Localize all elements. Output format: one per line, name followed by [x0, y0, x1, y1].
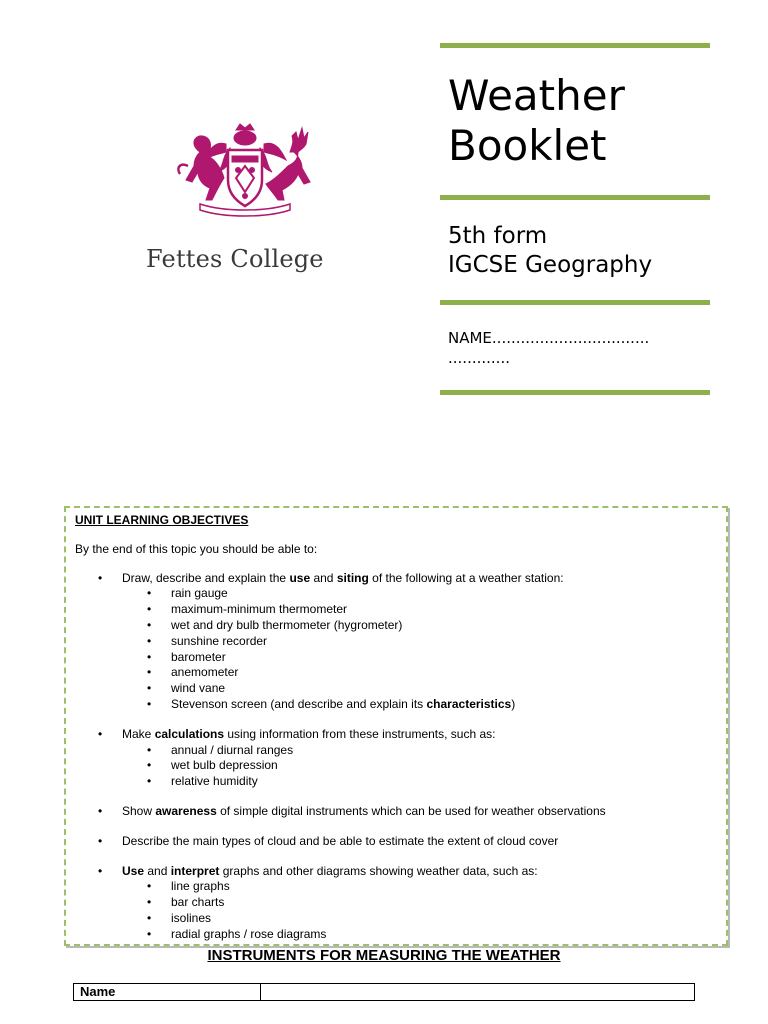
instruments-heading: INSTRUMENTS FOR MEASURING THE WEATHER — [207, 947, 561, 964]
name-table-label: Name — [74, 984, 261, 1000]
divider-rule-4 — [440, 390, 710, 395]
objective-item: • Describe the main types of cloud and be able to estimate the extent of cloud cover — [75, 834, 718, 850]
title-line-2: Booklet — [448, 121, 607, 170]
sub-list-item: • annual / diurnal ranges — [122, 743, 718, 759]
form-label: 5th form — [448, 223, 548, 249]
college-logo — [146, 122, 342, 282]
objective-item: • Show awareness of simple digital instruments which can be used for weather observations — [75, 804, 718, 820]
sub-list-item: • barometer — [122, 650, 718, 666]
college-crest-icon — [164, 122, 326, 222]
sub-list-item: • anemometer — [122, 665, 718, 681]
sub-list-item: • wind vane — [122, 681, 718, 697]
sub-list-item: • sunshine recorder — [122, 634, 718, 650]
sub-list-item: • rain gauge — [122, 586, 718, 602]
learning-objectives-box — [64, 506, 728, 946]
sub-list-item: • radial graphs / rose diagrams — [122, 927, 718, 943]
title-line-1: Weather — [448, 71, 625, 120]
objectives-heading: UNIT LEARNING OBJECTIVES — [75, 513, 249, 527]
name-table — [73, 983, 695, 1001]
course-label: IGCSE Geography — [448, 252, 653, 278]
sub-list-item: • wet bulb depression — [122, 758, 718, 774]
sub-list-item: • maximum-minimum thermometer — [122, 602, 718, 618]
divider-rule-2 — [440, 195, 710, 200]
divider-rule-1 — [440, 43, 710, 48]
name-table-value-cell[interactable] — [261, 984, 694, 1000]
objective-item: • Use and interpret graphs and other diagrams showing weather data, such as: • line graphs • bar charts • isolines • radial graphs / rose diagrams — [75, 864, 718, 943]
objective-item: • Draw, describe and explain the use and siting of the following at a weather station: • rain gauge • maximum-minimum thermometer • wet and dry bulb thermometer (hygrometer) • sunshine recorder • barometer • anemometer • wind vane • Stevenson screen (and describe and explain its characteristics) — [75, 571, 718, 713]
objective-item: • Make calculations using information from these instruments, such as: • annual / diurnal ranges • wet bulb depression • relative humidity — [75, 727, 718, 790]
name-field-continuation: ............. — [448, 349, 510, 367]
name-field-label: NAME................................. — [448, 329, 650, 347]
booklet-title — [448, 71, 625, 171]
college-name: Fettes College — [146, 245, 324, 273]
sub-list-item: • Stevenson screen (and describe and explain its characteristics) — [122, 697, 718, 713]
sub-list-item: • bar charts — [122, 895, 718, 911]
sub-list-item: • wet and dry bulb thermometer (hygrometer) — [122, 618, 718, 634]
sub-list-item: • line graphs — [122, 879, 718, 895]
sub-list-item: • relative humidity — [122, 774, 718, 790]
objectives-intro: By the end of this topic you should be able to: — [75, 541, 318, 556]
divider-rule-3 — [440, 300, 710, 305]
sub-list-item: • isolines — [122, 911, 718, 927]
